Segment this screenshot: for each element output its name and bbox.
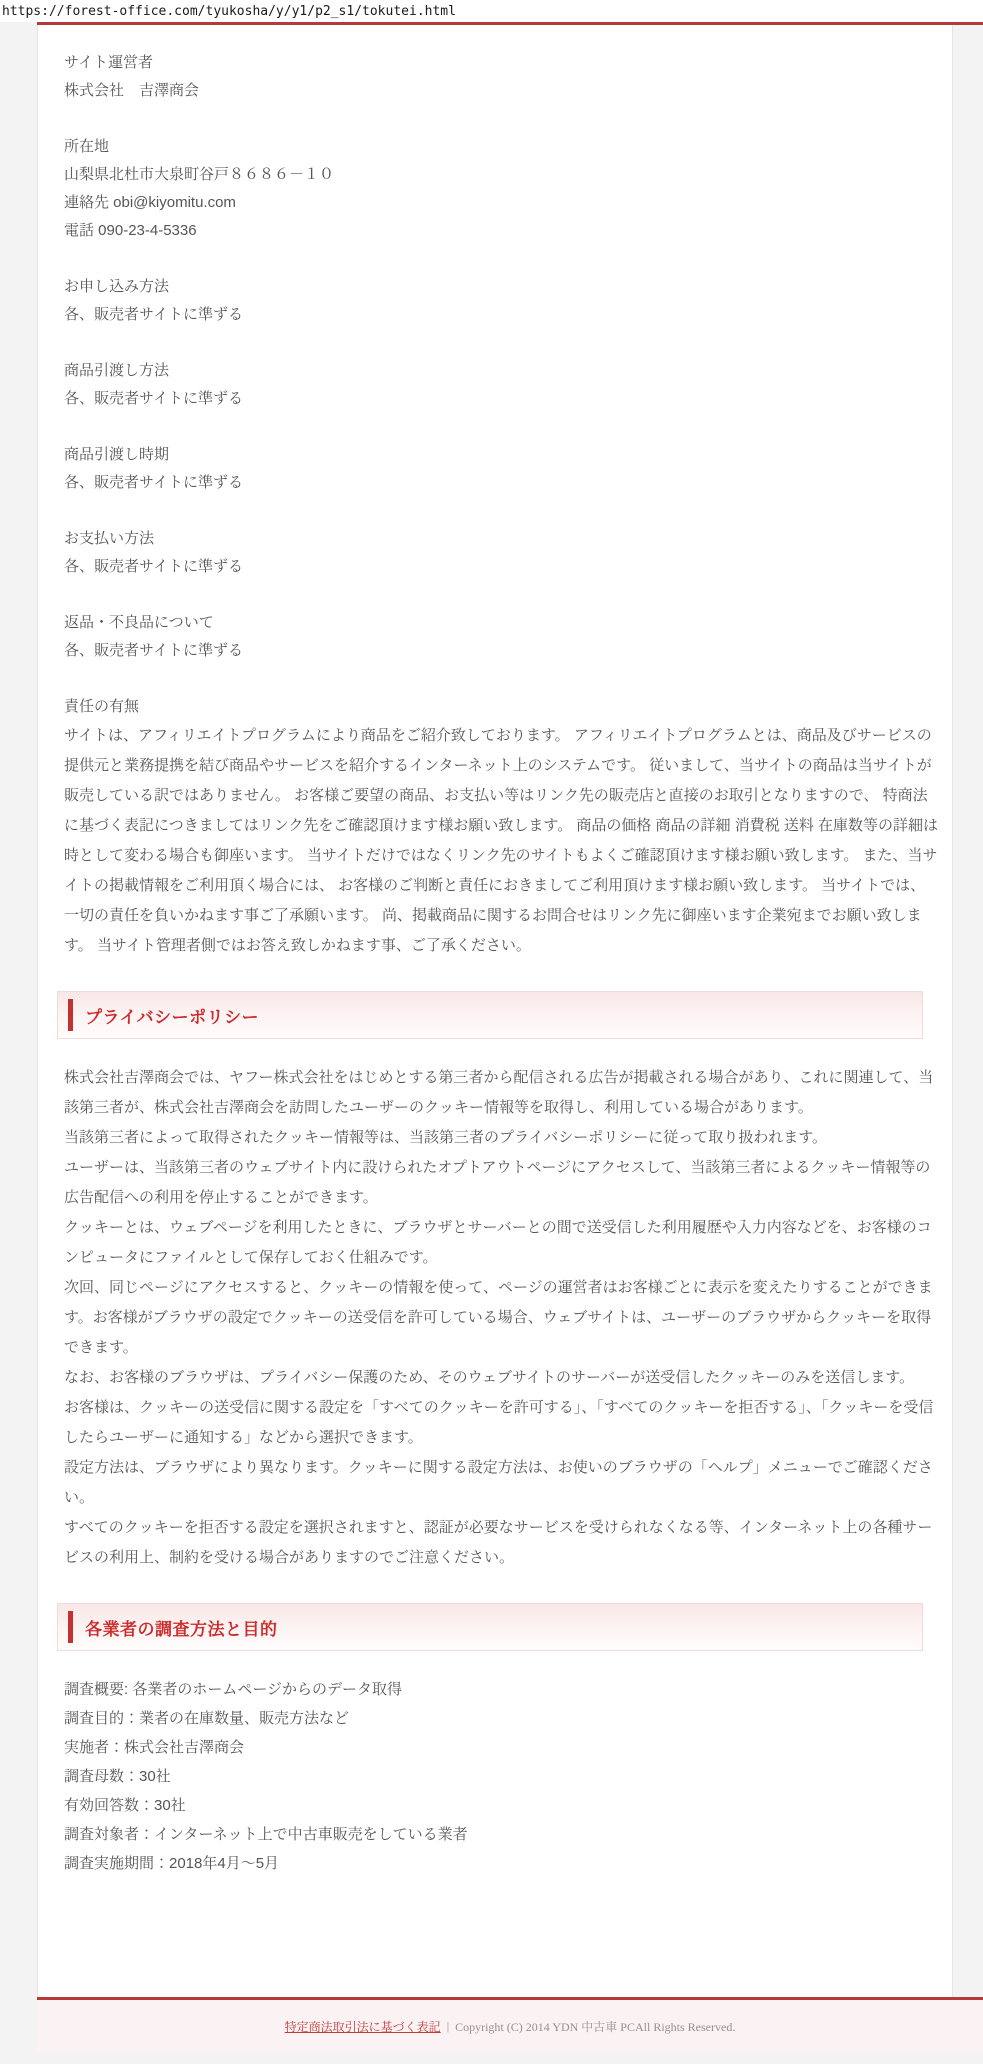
privacy-paragraph: なお、お客様のブラウザは、プライバシー保護のため、そのウェブサイトのサーバーが送受信したクッキーのみを送信します。 <box>64 1369 915 1386</box>
survey-valid-responses: 有効回答数：30社 <box>64 1797 186 1814</box>
location-address: 山梨県北杜市大泉町谷戸８６８６－１０ <box>64 166 335 183</box>
survey-purpose: 調査目的：業者の在庫数量、販売方法など <box>64 1710 350 1727</box>
privacy-policy-body <box>38 1063 952 1573</box>
survey-period: 調査実施期間：2018年4月～5月 <box>64 1855 280 1872</box>
survey-sample-size: 調査母数：30社 <box>64 1768 171 1785</box>
policy-value: 各、販売者サイトに準ずる <box>64 390 243 407</box>
policy-value: 各、販売者サイトに準ずる <box>64 474 243 491</box>
operator-title: サイト運営者 <box>64 54 153 71</box>
content-container <box>37 25 953 1997</box>
responsibility-body: サイトは、アフィリエイトプログラムにより商品をご紹介致しております。 アフィリエイトプログラムとは、商品及びサービスの提供元と業務提携を結び商品やサービスを紹介するインターネット上のシステムです。 従いまして、当サイトの商品は当サイトが販売している訳ではありません。 お客様ご要望の商品、お支払い等はリンク先の販売店と直接のお取引となりますので、 特商法に基づく表記につきましてはリンク先をご確認頂けます様お願い致します。 商品の価格 商品の詳細 消費税 送料 在庫数等の詳細は時として変わる場合も御座います。 当サイトだけではなくリンク先のサイトもよくご確認頂けます様お願い致します。 また、当サイトの掲載情報をご利用頂く場合には、 お客様のご判断と責任におきましてご利用頂けます様お願い致します。 当サイトでは、一切の責任を負いかねます事ご了承願います。 尚、掲載商品に関するお問合せはリンク先に御座います企業宛までお願い致します。 当サイト管理者側ではお答え致しかねます事、ご了承ください。 <box>64 727 939 954</box>
privacy-paragraph: すべてのクッキーを拒否する設定を選択されますと、認証が必要なサービスを受けられなくなる等、インターネット上の各種サービスの利用上、制約を受ける場合がありますのでご注意ください。 <box>64 1519 933 1566</box>
survey-conductor: 実施者：株式会社吉澤商会 <box>64 1739 245 1756</box>
section-payment-method <box>64 525 940 581</box>
location-contact-email: 連絡先 obi@kiyomitu.com <box>64 194 236 211</box>
survey-heading: 各業者の調査方法と目的 <box>85 1619 278 1639</box>
policy-title: 返品・不良品について <box>64 614 214 631</box>
privacy-paragraph: ユーザーは、当該第三者のウェブサイト内に設けられたオプトアウトページにアクセスして、当該第三者によるクッキー情報等の広告配信への利用を停止することができます。 <box>64 1159 931 1206</box>
survey-details <box>38 1675 952 1878</box>
privacy-paragraph: お客様は、クッキーの送受信に関する設定を「すべてのクッキーを許可する」、「すべてのクッキーを拒否する」、「クッキーを受信したらユーザーに通知する」などから選択できます。 <box>64 1399 934 1446</box>
policy-value: 各、販売者サイトに準ずる <box>64 306 243 323</box>
tokutei-law-link[interactable]: 特定商法取引法に基づく表記 <box>284 2019 441 2034</box>
policy-value: 各、販売者サイトに準ずる <box>64 558 243 575</box>
privacy-paragraph: 次回、同じページにアクセスすると、クッキーの情報を使って、ページの運営者はお客様ごとに表示を変えたりすることができます。お客様がブラウザの設定でクッキーの送受信を許可している場合、ウェブサイトは、ユーザーのブラウザからクッキーを取得できます。 <box>64 1279 933 1356</box>
privacy-paragraph: 設定方法は、ブラウザにより異なります。クッキーに関する設定方法は、お使いのブラウザの「ヘルプ」メニューでご確認ください。 <box>64 1459 933 1506</box>
section-responsibility <box>64 693 940 961</box>
section-application-method <box>64 273 940 329</box>
location-title: 所在地 <box>64 138 110 155</box>
privacy-paragraph: 当該第三者によって取得されたクッキー情報等は、当該第三者のプライバシーポリシーに従って取り扱われます。 <box>64 1129 828 1146</box>
policy-title: 商品引渡し方法 <box>64 362 170 379</box>
privacy-paragraph: クッキーとは、ウェブページを利用したときに、ブラウザとサーバーとの間で送受信した利用履歴や入力内容などを、お客様のコンピュータにファイルとして保存しておく仕組みです。 <box>64 1219 932 1266</box>
location-phone: 電話 090-23-4-5336 <box>64 222 197 239</box>
footer-copyright: Copyright (C) 2014 YDN 中古車 PCAll Rights Reserved. <box>455 2019 736 2034</box>
section-returns <box>64 609 940 665</box>
section-operator <box>64 49 940 105</box>
policy-title: お申し込み方法 <box>64 278 170 295</box>
red-bar-icon <box>68 999 73 1031</box>
url-text: https://forest-office.com/tyukosha/y/y1/p2_s1/tokutei.html <box>2 3 456 19</box>
url-bar <box>0 0 983 22</box>
survey-heading-box <box>57 1603 923 1651</box>
section-delivery-method <box>64 357 940 413</box>
privacy-paragraph: 株式会社吉澤商会では、ヤフー株式会社をはじめとする第三者から配信される広告が掲載される場合があり、これに関連して、当該第三者が、株式会社吉澤商会を訪問したユーザーのクッキー情報等を取得し、利用している場合があります。 <box>64 1069 934 1116</box>
survey-overview: 調査概要: 各業者のホームページからのデータ取得 <box>64 1681 403 1698</box>
privacy-policy-heading: プライバシーポリシー <box>85 1007 260 1027</box>
operator-value: 株式会社 吉澤商会 <box>64 82 200 99</box>
footer-separator: | <box>446 2018 450 2033</box>
policy-title: 商品引渡し時期 <box>64 446 170 463</box>
privacy-policy-heading-box <box>57 991 923 1039</box>
section-delivery-time <box>64 441 940 497</box>
survey-target: 調査対象者：インターネット上で中古車販売をしている業者 <box>64 1826 468 1843</box>
section-location <box>64 133 940 245</box>
policy-title: お支払い方法 <box>64 530 155 547</box>
page-footer <box>37 2000 983 2052</box>
policy-value: 各、販売者サイトに準ずる <box>64 642 243 659</box>
red-bar-icon <box>68 1611 73 1643</box>
responsibility-title: 責任の有無 <box>64 698 140 715</box>
